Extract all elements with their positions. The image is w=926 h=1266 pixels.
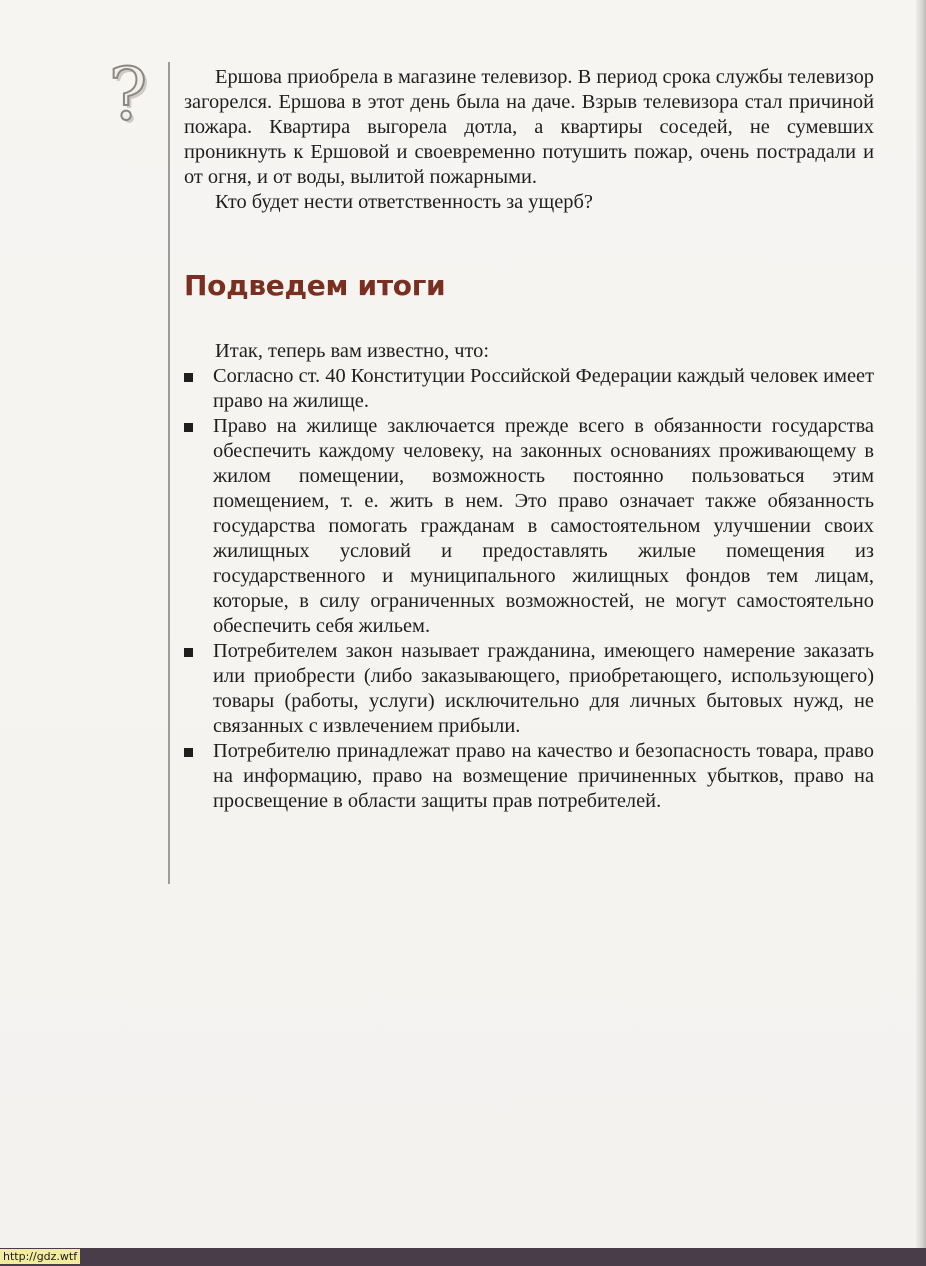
summary-intro: Итак, теперь вам известно, что:	[215, 340, 490, 362]
list-item-text: Согласно ст. 40 Конституции Российской Федерации каждый человек имеет право на жилище.	[213, 365, 874, 412]
bullet-square-icon	[184, 373, 193, 382]
list-item	[184, 639, 874, 739]
question-prompt: Кто будет нести ответственность за ущерб?	[215, 191, 593, 213]
page-edge-shadow	[916, 0, 926, 1250]
question-mark-icon: ?	[108, 52, 148, 136]
list-item-text: Потребителем закон называет гражданина, имеющего намерение заказать или приобрести (либо заказывающего, приобретающего, использующего) товары (работы, услуги) исключительно для личных бытовых нужд, не связанных с извлечением прибыли.	[213, 640, 874, 737]
summary-list	[184, 364, 874, 814]
bottom-bar	[0, 1248, 926, 1266]
summary-block	[184, 339, 874, 814]
bullet-square-icon	[184, 423, 193, 432]
bullet-square-icon	[184, 748, 193, 757]
bullet-square-icon	[184, 648, 193, 657]
section-heading: Подведем итоги	[184, 269, 446, 302]
watermark-link[interactable]: http://gdz.wtf	[0, 1249, 80, 1264]
list-item-text: Право на жилище заключается прежде всего в обязанности государства обеспечить каждому человеку, на законных основаниях проживающему в жилом помещении, возможность постоянно пользоваться этим помещением, т. е. жить в нем. Это право означает также обязанность государства помогать гражданам в самостоятельном улучшении своих жилищных условий и предоставлять жилые помещения из государственного и муниципального жилищных фондов тем лицам, которые, в силу ограниченных возможностей, не могут самостоятельно обеспечить себя жильем.	[213, 415, 874, 637]
margin-rule	[168, 62, 170, 884]
list-item	[184, 739, 874, 814]
question-block	[184, 65, 874, 215]
list-item	[184, 414, 874, 639]
question-paragraph: Ершова приобрела в магазине телевизор. В период срока службы телевизор загорелся. Ершова в этот день была на даче. Взрыв телевизора стал причиной пожара. Квартира выгорела дотла, а квартиры соседей, не сумевших проникнуть к Ершовой и своевременно потушить пожар, очень пострадали и от огня, и от воды, вылитой пожарными.	[184, 66, 874, 188]
list-item	[184, 364, 874, 414]
list-item-text: Потребителю принадлежат право на качество и безопасность товара, право на информацию, право на возмещение причиненных убытков, право на просвещение в области защиты прав потребителей.	[213, 740, 874, 812]
